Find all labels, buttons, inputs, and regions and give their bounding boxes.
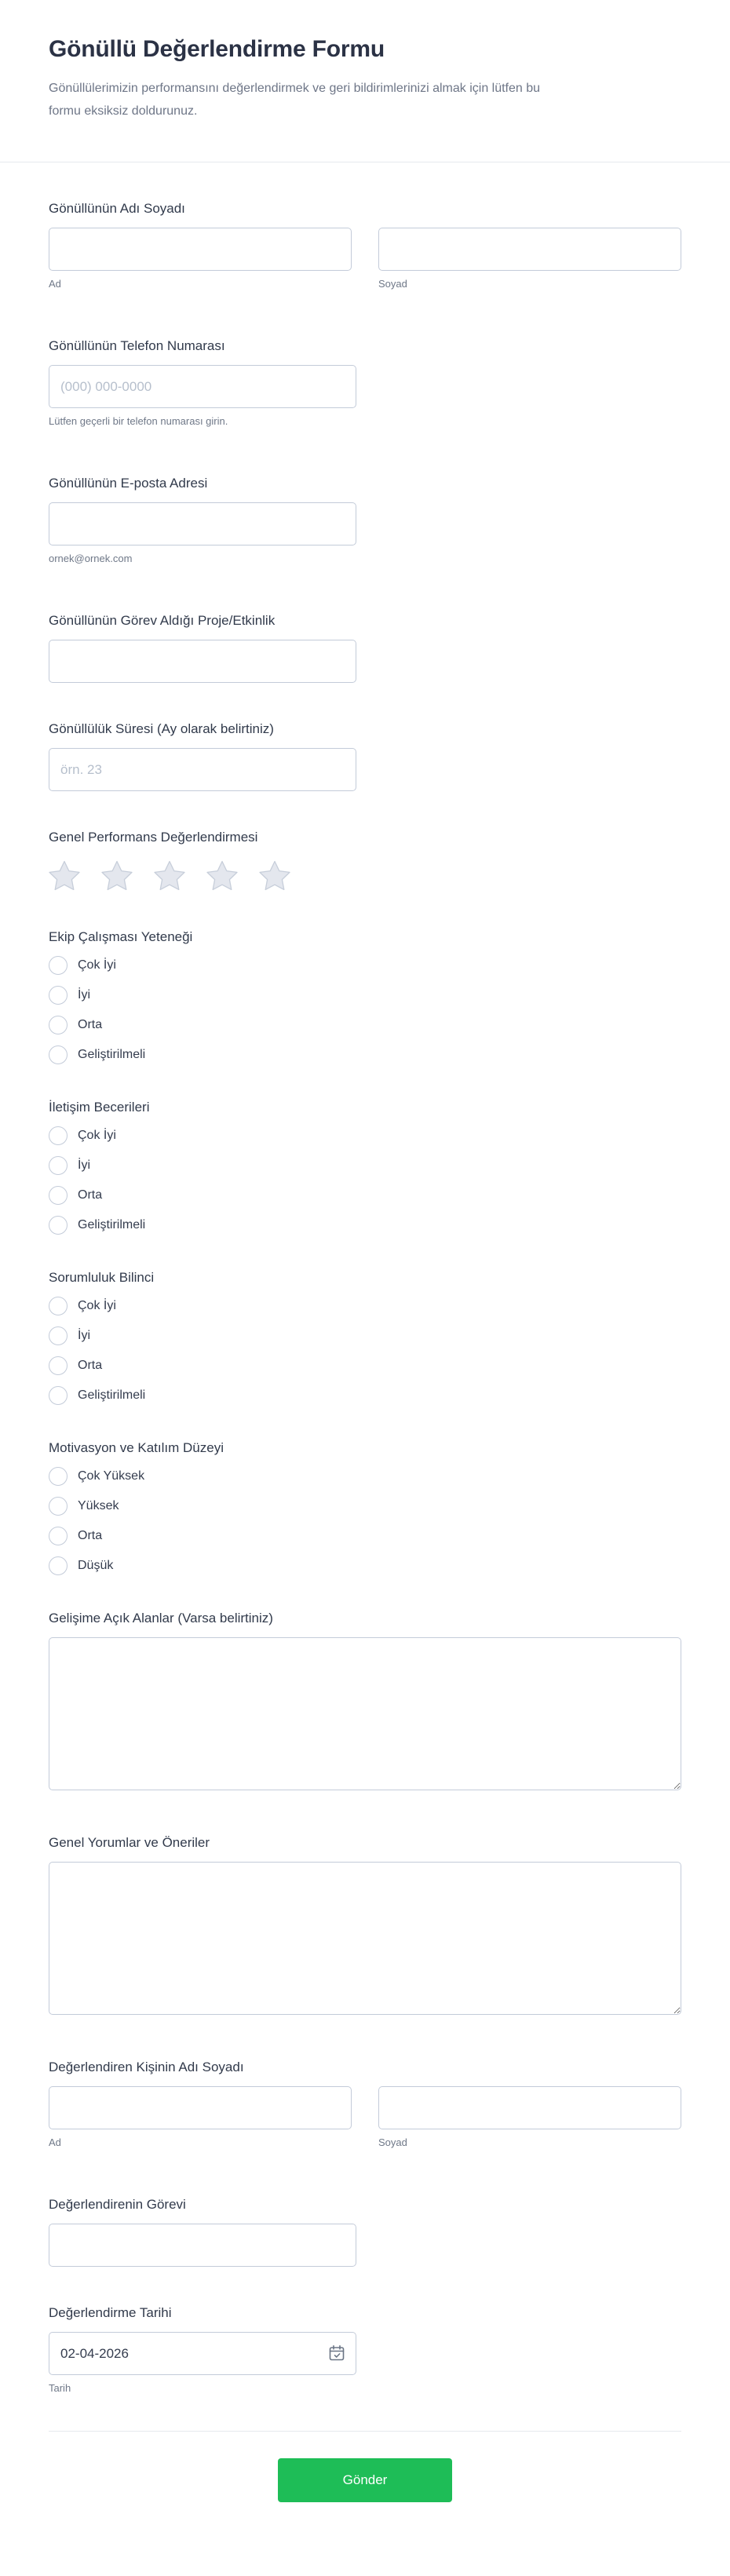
last-name-sublabel: Soyad [378,278,407,290]
radio-option-label: Çok Yüksek [78,1469,145,1483]
evaluator-role-input[interactable] [49,2224,356,2267]
radio-option-label: Orta [78,1188,103,1202]
radio-option[interactable] [49,1386,681,1405]
radio-button[interactable] [49,956,68,975]
radio-option-label: Orta [78,1359,103,1372]
radio-option[interactable] [49,1126,681,1145]
star-icon[interactable] [206,860,238,891]
radio-option[interactable] [49,1527,681,1545]
question-evaluator-name [49,2059,681,2149]
radio-option-label: İyi [78,988,90,1002]
form-footer [49,2431,681,2518]
form-header [0,0,730,162]
radio-option-label: İyi [78,1329,90,1342]
question-label: Gönüllünün Adı Soyadı [49,201,185,216]
volunteer-last-name-input[interactable] [378,228,681,271]
radio-option[interactable] [49,986,681,1005]
date-sublabel: Tarih [49,2382,71,2394]
radio-option[interactable] [49,1016,681,1034]
question-duration [49,721,681,791]
question-phone [49,338,681,428]
radio-option[interactable] [49,1216,681,1235]
radio-button[interactable] [49,1356,68,1375]
radio-button[interactable] [49,1216,68,1235]
first-name-sublabel: Ad [49,278,61,290]
radio-option-label: Çok İyi [78,958,116,972]
radio-option[interactable] [49,1467,681,1486]
radio-option[interactable] [49,1186,681,1205]
question-label: Genel Yorumlar ve Öneriler [49,1835,210,1850]
radio-option[interactable] [49,1326,681,1345]
radio-option-label: Orta [78,1529,103,1542]
question-label: Sorumluluk Bilinci [49,1270,155,1285]
improvement-areas-textarea[interactable] [49,1637,681,1790]
radio-option-label: Düşük [78,1559,114,1572]
radio-option-label: Çok İyi [78,1129,116,1142]
radio-button[interactable] [49,1326,68,1345]
email-helper-text: ornek@ornek.com [49,553,133,564]
question-label: Değerlendirme Tarihi [49,2305,172,2320]
radio-option-label: Yüksek [78,1499,119,1512]
last-name-sublabel: Soyad [378,2136,407,2148]
date-field [49,2332,356,2375]
duration-input[interactable] [49,748,356,791]
question-label: Gönüllülük Süresi (Ay olarak belirtiniz) [49,721,274,736]
radio-option-label: Orta [78,1018,103,1031]
radio-button[interactable] [49,1016,68,1034]
star-icon[interactable] [259,860,290,891]
star-rating [49,860,681,891]
radio-button[interactable] [49,1297,68,1315]
question-teamwork [49,929,681,1064]
question-label: Gönüllünün Telefon Numarası [49,338,225,353]
question-improvement-areas [49,1610,681,1790]
question-performance-rating [49,829,681,891]
email-input[interactable] [49,502,356,545]
evaluator-last-name-input[interactable] [378,2086,681,2129]
question-label: İletişim Becerileri [49,1100,150,1115]
radio-option-label: Çok İyi [78,1299,116,1312]
question-label: Ekip Çalışması Yeteneği [49,929,193,944]
radio-option[interactable] [49,1497,681,1516]
radio-button[interactable] [49,1156,68,1175]
question-label: Genel Performans Değerlendirmesi [49,830,258,845]
question-general-comments [49,1834,681,2015]
radio-button[interactable] [49,1497,68,1516]
question-label: Motivasyon ve Katılım Düzeyi [49,1440,224,1455]
star-icon[interactable] [154,860,185,891]
star-icon[interactable] [49,860,80,891]
page-title: Gönüllü Değerlendirme Formu [49,36,385,62]
submit-button[interactable]: Gönder [278,2458,452,2502]
question-motivation [49,1439,681,1575]
radio-option[interactable] [49,1356,681,1375]
radio-option[interactable] [49,956,681,975]
phone-input[interactable] [49,365,356,408]
radio-button[interactable] [49,1045,68,1064]
question-label: Değerlendiren Kişinin Adı Soyadı [49,2060,244,2074]
radio-option[interactable] [49,1156,681,1175]
question-label: Gönüllünün E-posta Adresi [49,476,208,491]
question-evaluator-role [49,2196,681,2267]
first-name-sublabel: Ad [49,2136,61,2148]
question-volunteer-name [49,200,681,290]
radio-option[interactable] [49,1556,681,1575]
radio-option-label: Geliştirilmeli [78,1048,146,1061]
radio-button[interactable] [49,986,68,1005]
radio-button[interactable] [49,1386,68,1405]
radio-option-label: Geliştirilmeli [78,1388,146,1402]
question-label: Gelişime Açık Alanlar (Varsa belirtiniz) [49,1611,273,1626]
question-responsibility [49,1269,681,1405]
radio-button[interactable] [49,1467,68,1486]
radio-option[interactable] [49,1045,681,1064]
question-label: Gönüllünün Görev Aldığı Proje/Etkinlik [49,613,276,628]
radio-button[interactable] [49,1527,68,1545]
question-email [49,475,681,565]
question-label: Değerlendirenin Görevi [49,2197,186,2212]
radio-button[interactable] [49,1186,68,1205]
form-body [0,162,730,2518]
question-project [49,612,681,683]
radio-option-label: İyi [78,1158,90,1172]
radio-option[interactable] [49,1297,681,1315]
form-subtitle: Gönüllülerimizin performansını değerlendirmek ve geri bildirimlerinizi almak için lütfen bu formu eksiksiz doldurunuz. [49,82,541,118]
radio-button[interactable] [49,1126,68,1145]
radio-option-label: Geliştirilmeli [78,1218,146,1231]
date-input[interactable] [49,2332,356,2375]
general-comments-textarea[interactable] [49,1862,681,2015]
star-icon[interactable] [101,860,133,891]
volunteer-first-name-input[interactable] [49,228,352,271]
evaluator-first-name-input[interactable] [49,2086,352,2129]
question-evaluation-date [49,2304,681,2395]
phone-helper-text: Lütfen geçerli bir telefon numarası girin. [49,415,228,427]
radio-button[interactable] [49,1556,68,1575]
project-input[interactable] [49,640,356,683]
question-communication [49,1099,681,1235]
